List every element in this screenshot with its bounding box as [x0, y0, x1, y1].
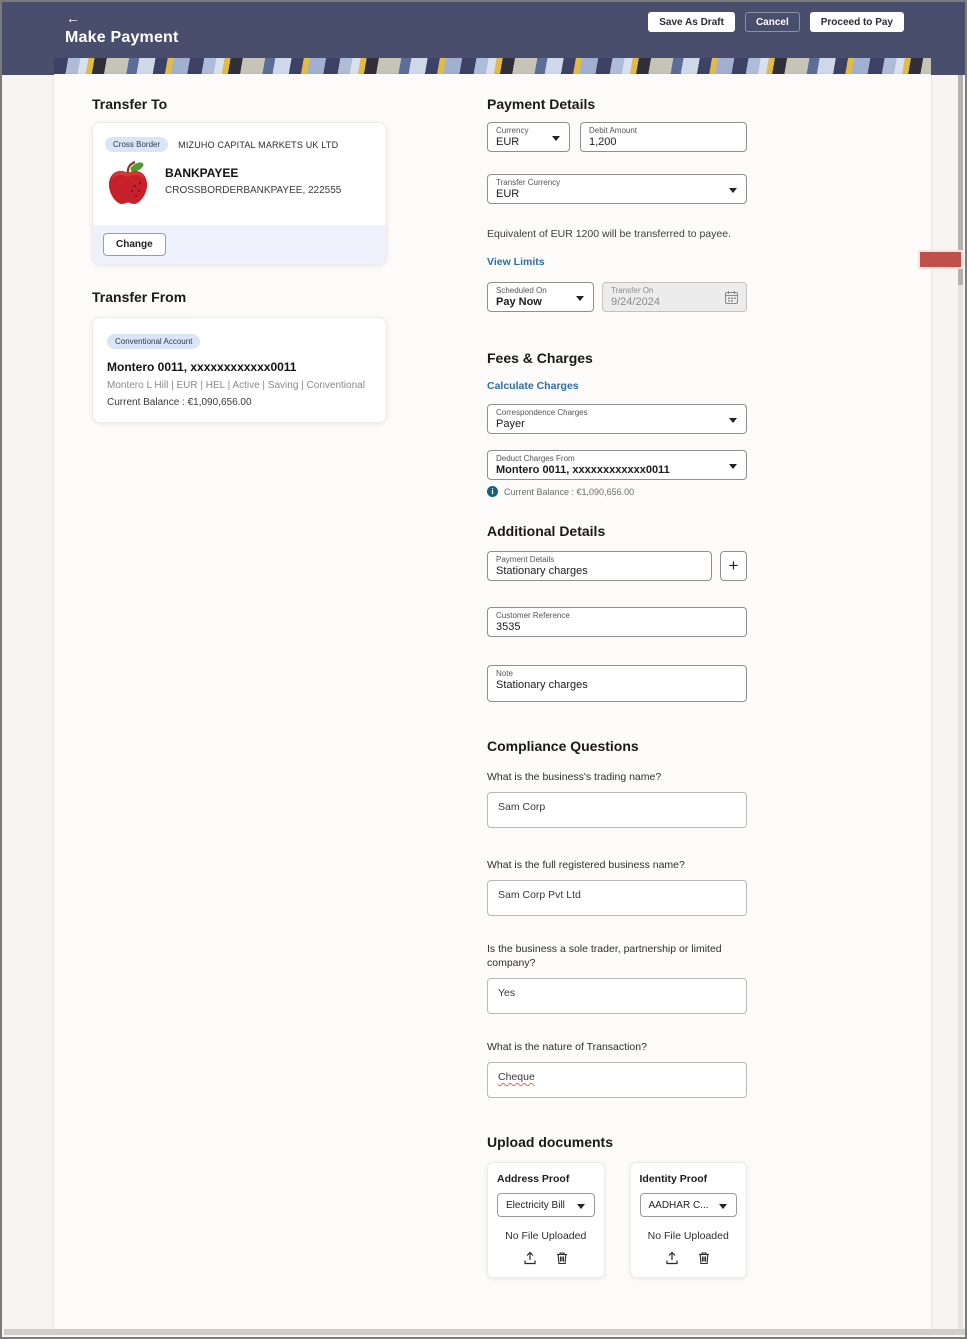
payment-details-field[interactable] [487, 551, 712, 581]
transfer-from-heading: Transfer From [92, 289, 187, 305]
currency-select[interactable] [487, 122, 570, 152]
question-input-sole-trader[interactable]: Yes [487, 978, 747, 1014]
conventional-account-badge: Conventional Account [107, 334, 200, 349]
payment-details-heading: Payment Details [487, 96, 596, 112]
view-limits-link[interactable]: View Limits [487, 256, 545, 268]
question-label: What is the nature of Transaction? [487, 1041, 647, 1053]
address-proof-title: Address Proof [497, 1173, 570, 1185]
address-proof-card [487, 1162, 605, 1278]
transfer-currency-select[interactable] [487, 174, 747, 204]
question-label: What is the full registered business name? [487, 859, 685, 871]
payee-name: BANKPAYEE [165, 166, 239, 180]
upload-icon[interactable] [665, 1251, 679, 1265]
question-label: What is the business's trading name? [487, 771, 662, 783]
transfer-from-card [92, 317, 387, 423]
address-proof-status: No File Uploaded [505, 1230, 587, 1242]
debit-amount-label: Debit Amount [589, 126, 638, 135]
question-input-nature-of-transaction[interactable] [487, 1062, 747, 1098]
scheduled-on-value: Pay Now [496, 296, 542, 308]
note-label: Note [496, 669, 513, 678]
note-field[interactable] [487, 665, 747, 702]
question-input-trading-name[interactable]: Sam Corp [487, 792, 747, 828]
trash-icon[interactable] [697, 1251, 711, 1265]
address-proof-select[interactable] [497, 1193, 595, 1217]
chevron-down-icon [729, 464, 737, 469]
transfer-currency-label: Transfer Currency [496, 178, 561, 187]
transfer-to-card [92, 122, 387, 265]
right-column [487, 74, 747, 1278]
identity-proof-card [630, 1162, 748, 1278]
payee-detail: CROSSBORDERBANKPAYEE, 222555 [165, 185, 342, 196]
left-column [92, 74, 387, 1278]
scheduled-on-select[interactable] [487, 282, 594, 312]
currency-label: Currency [496, 126, 529, 135]
deduct-charges-from-select[interactable] [487, 450, 747, 480]
transfer-on-date-field [602, 282, 747, 312]
account-name: Montero 0011, xxxxxxxxxxxx0011 [107, 360, 297, 374]
equivalent-note: Equivalent of EUR 1200 will be transferred to payee. [487, 228, 731, 240]
fees-charges-heading: Fees & Charges [487, 350, 593, 366]
transfer-to-heading: Transfer To [92, 96, 168, 112]
back-arrow-icon[interactable]: ← [66, 10, 80, 26]
customer-reference-value: 3535 [496, 621, 521, 633]
account-balance: Current Balance : €1,090,656.00 [107, 397, 252, 408]
content-card [54, 74, 931, 1330]
payment-details-field-value: Stationary charges [496, 565, 588, 577]
calendar-icon [725, 291, 738, 309]
header-actions [648, 12, 904, 32]
cancel-button[interactable]: Cancel [745, 12, 800, 32]
question-input-registered-name[interactable]: Sam Corp Pvt Ltd [487, 880, 747, 916]
save-as-draft-button[interactable]: Save As Draft [648, 12, 735, 32]
compliance-questions-heading: Compliance Questions [487, 738, 639, 754]
scheduled-on-label: Scheduled On [496, 286, 547, 295]
red-indicator-bar[interactable] [920, 252, 961, 267]
identity-proof-title: Identity Proof [639, 1173, 708, 1185]
balance-info-row [487, 486, 747, 497]
transfer-on-value: 9/24/2024 [611, 296, 660, 308]
chevron-down-icon [719, 1204, 727, 1209]
transfer-on-label: Transfer On [611, 286, 654, 295]
trash-icon[interactable] [555, 1251, 569, 1265]
identity-proof-selected-value: AADHAR C... [648, 1199, 709, 1211]
upload-icon[interactable] [523, 1251, 537, 1265]
transfer-to-card-footer [93, 225, 386, 264]
customer-reference-label: Customer Reference [496, 611, 570, 620]
payee-bank-name: MIZUHO CAPITAL MARKETS UK LTD [178, 139, 339, 150]
account-meta: Montero L Hill | EUR | HEL | Active | Saving | Conventional [107, 380, 365, 391]
deduct-charges-from-value: Montero 0011, xxxxxxxxxxxx0011 [496, 464, 670, 476]
cross-border-badge: Cross Border [105, 137, 168, 152]
upload-documents-heading: Upload documents [487, 1134, 614, 1150]
chevron-down-icon [552, 136, 560, 141]
chevron-down-icon [729, 418, 737, 423]
currency-value: EUR [496, 136, 520, 148]
misspelled-word: Cheque [498, 1071, 535, 1083]
address-proof-selected-value: Electricity Bill [506, 1199, 565, 1211]
additional-details-heading: Additional Details [487, 523, 606, 539]
horizontal-scrollbar[interactable] [4, 1329, 965, 1335]
chevron-down-icon [577, 1204, 585, 1209]
correspondence-charges-select[interactable] [487, 404, 747, 434]
payee-avatar-apple-image [107, 160, 149, 211]
add-payment-details-button[interactable]: + [720, 551, 747, 581]
question-label: Is the business a sole trader, partnership or limited company? [487, 943, 722, 969]
chevron-down-icon [729, 188, 737, 193]
info-icon: i [487, 486, 498, 497]
correspondence-charges-label: Correspondence Charges [496, 408, 588, 417]
correspondence-charges-value: Payer [496, 418, 525, 430]
identity-proof-select[interactable] [640, 1193, 738, 1217]
identity-proof-status: No File Uploaded [647, 1230, 729, 1242]
debit-amount-value: 1,200 [589, 136, 617, 148]
balance-note: Current Balance : €1,090,656.00 [504, 486, 635, 497]
decorative-mosaic-banner [54, 58, 931, 74]
page-title: Make Payment [65, 29, 179, 46]
payment-details-field-label: Payment Details [496, 555, 555, 564]
deduct-charges-from-label: Deduct Charges From [496, 454, 575, 463]
proceed-to-pay-button[interactable]: Proceed to Pay [810, 12, 904, 32]
note-value: Stationary charges [496, 679, 588, 691]
transfer-currency-value: EUR [496, 188, 520, 200]
calculate-charges-link[interactable]: Calculate Charges [487, 380, 579, 392]
customer-reference-field[interactable] [487, 607, 747, 637]
change-payee-button[interactable]: Change [103, 233, 166, 256]
chevron-down-icon [576, 296, 584, 301]
debit-amount-field[interactable] [580, 122, 747, 152]
